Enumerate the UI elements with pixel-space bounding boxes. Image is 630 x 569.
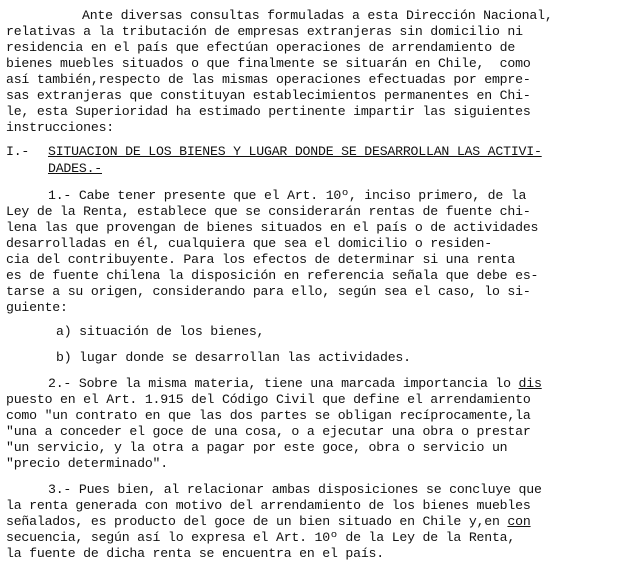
para3-line-3-text: señalados, es producto del goce de un bien situado en Chile y,en — [6, 514, 508, 529]
section-title-line-1: SITUACION DE LOS BIENES Y LUGAR DONDE SE DESARROLLAN LAS ACTIVI- — [48, 144, 542, 159]
para1-line-5: cia del contribuyente. Para los efectos de determinar si una renta — [6, 252, 516, 267]
para1-line-4: desarrolladas en él, cualquiera que sea el domicilio o residen- — [6, 236, 492, 251]
para2-line-3: como "un contrato en que las dos partes se obligan recíprocamente,la — [6, 408, 531, 423]
intro-line-4: bienes muebles situados o que finalmente se situarán en Chile, como — [6, 56, 531, 71]
list-item-b: b) lugar donde se desarrollan las actividades. — [56, 350, 411, 365]
para3-line-5: la fuente de dicha renta se encuentra en el país. — [6, 546, 384, 561]
para2-line-6: "precio determinado". — [6, 456, 168, 471]
para1-line-1: 1.- Cabe tener presente que el Art. 10º, inciso primero, de la — [48, 188, 527, 203]
para2-line-5: "un servicio, y la otra a pagar por este goce, obra o servicio un — [6, 440, 508, 455]
para1-line-8: guiente: — [6, 300, 68, 315]
para2-line-1 — [48, 376, 542, 391]
list-item-a: a) situación de los bienes, — [56, 324, 265, 339]
intro-line-1: Ante diversas consultas formuladas a esta Dirección Nacional, — [82, 8, 553, 23]
para1-line-6: es de fuente chilena la disposición en referencia señala que debe es- — [6, 268, 539, 283]
intro-line-2: relativas a la tributación de empresas extranjeras sin domicilio ni — [6, 24, 523, 39]
para1-line-7: tarse a su origen, considerando para ello, según sea el caso, lo si- — [6, 284, 531, 299]
para2-line-1-underlined: dis — [518, 376, 542, 391]
intro-line-8: instrucciones: — [6, 120, 114, 135]
para1-line-3: lena las que provengan de bienes situados en el país o de actividades — [6, 220, 539, 235]
para1-line-2: Ley de la Renta, establece que se considerarán rentas de fuente chi- — [6, 204, 531, 219]
para2-line-4: "una a conceder el goce de una cosa, o a ejecutar una obra o prestar — [6, 424, 531, 439]
para3-line-3-underlined: con — [507, 514, 531, 529]
para3-line-2: la renta generada con motivo del arrendamiento de los bienes muebles — [6, 498, 531, 513]
para2-line-2: puesto en el Art. 1.915 del Código Civil que define el arrendamiento — [6, 392, 531, 407]
para3-line-1: 3.- Pues bien, al relacionar ambas disposiciones se concluye que — [48, 482, 542, 497]
section-title-line-2: DADES.- — [48, 161, 102, 176]
para2-line-1-text: 2.- Sobre la misma materia, tiene una marcada importancia lo — [48, 376, 519, 391]
para3-line-4: secuencia, según así lo expresa el Art. 10º de la Ley de la Renta, — [6, 530, 516, 545]
intro-line-5: así también,respecto de las mismas operaciones efectuadas por empre- — [6, 72, 531, 87]
intro-line-3: residencia en el país que efectúan operaciones de arrendamiento de — [6, 40, 516, 55]
intro-line-7: le, esta Superioridad ha estimado pertinente impartir las siguientes — [6, 104, 531, 119]
intro-line-6: sas extranjeras que constituyan establecimientos permanentes en Chi- — [6, 88, 531, 103]
para3-line-3 — [6, 514, 531, 529]
section-number: I.- — [6, 144, 30, 159]
